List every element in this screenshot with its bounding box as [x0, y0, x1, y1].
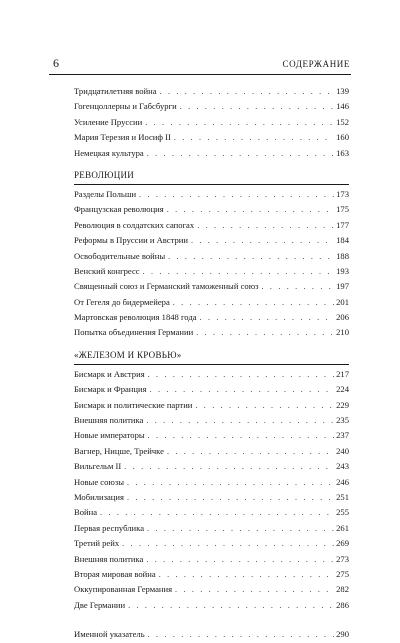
toc-entry-page: 255	[336, 507, 349, 518]
leader-dots	[146, 552, 334, 567]
leader-dots	[191, 233, 334, 248]
toc-entry-title: Попытка объединения Германии	[74, 327, 194, 338]
toc-entry	[74, 490, 349, 505]
toc-group-continued	[74, 84, 349, 161]
leader-dots	[124, 459, 334, 474]
leader-dots	[128, 598, 334, 613]
leader-dots	[196, 325, 334, 340]
toc-entry-title: Война	[74, 507, 98, 518]
toc-entry	[74, 84, 349, 99]
toc-entry	[74, 202, 349, 217]
toc-entry-page: 139	[336, 86, 349, 96]
toc-entry-title: Разделы Польши	[74, 188, 137, 199]
toc-entry-page: 206	[336, 312, 349, 323]
toc-entry-page: 197	[336, 281, 349, 292]
toc-entry-page: 184	[336, 235, 349, 246]
toc-entry-page: 235	[336, 415, 349, 426]
leader-dots	[148, 428, 334, 443]
toc-entry-title: Революция в солдатских сапогах	[74, 219, 195, 230]
toc-entry	[74, 598, 349, 613]
toc-entry-page: 210	[336, 327, 349, 338]
toc-entry-page: 282	[336, 584, 349, 595]
toc-group-iron-and-blood	[74, 367, 349, 613]
leader-dots	[100, 505, 334, 520]
toc-entry-page: 275	[336, 568, 349, 579]
toc-entry-title: Именной указатель	[74, 629, 145, 640]
leader-dots	[147, 521, 334, 536]
toc-entry-page: 251	[336, 491, 349, 502]
toc-entry-title: Мобилизация	[74, 491, 124, 502]
toc-entry	[74, 536, 349, 551]
leader-dots	[175, 582, 334, 597]
toc-entry-title: Бисмарк и Франция	[74, 384, 147, 395]
toc-entry-title: Освободительные войны	[74, 250, 166, 261]
toc-entry-page: 240	[336, 445, 349, 456]
toc-entry	[74, 428, 349, 443]
toc-entry-page: 146	[336, 101, 349, 112]
leader-dots	[200, 310, 335, 325]
leader-dots	[148, 627, 334, 642]
toc-entry	[74, 279, 349, 294]
toc-entry	[74, 264, 349, 279]
toc-entry	[74, 521, 349, 536]
leader-dots	[159, 567, 334, 582]
leader-dots	[168, 249, 334, 264]
leader-dots	[146, 413, 334, 428]
toc-entry-title: Третий рейх	[74, 538, 120, 549]
toc-entry-page: 160	[336, 132, 349, 143]
toc-entry	[74, 459, 349, 474]
toc-entry-index	[74, 627, 349, 642]
toc-entry-page: 273	[336, 553, 349, 564]
toc-entry-title: Новые союзы	[74, 476, 124, 487]
toc-entry-title: Вагнер, Ницше, Трейчке	[74, 445, 164, 456]
toc-entry	[74, 249, 349, 264]
toc-entry	[74, 552, 349, 567]
table-of-contents	[74, 84, 349, 643]
toc-entry-title: Усиление Пруссии	[74, 116, 143, 127]
toc-entry	[74, 582, 349, 597]
toc-entry-page: 173	[336, 188, 349, 199]
toc-entry-page: 290	[336, 629, 349, 640]
toc-entry	[74, 130, 349, 145]
toc-entry	[74, 146, 349, 161]
toc-entry-title: Немецкая культура	[74, 147, 144, 158]
toc-entry-title: От Гегеля до бидермейера	[74, 296, 170, 307]
leader-dots	[143, 264, 335, 279]
toc-entry	[74, 218, 349, 233]
leader-dots	[147, 146, 334, 161]
toc-entry	[74, 505, 349, 520]
leader-dots	[145, 115, 334, 130]
section-rule	[74, 364, 349, 365]
toc-entry-page: 217	[336, 368, 349, 379]
toc-entry-title: Мария Терезия и Иосиф II	[74, 132, 171, 143]
toc-entry-page: 193	[336, 265, 349, 276]
toc-entry	[74, 325, 349, 340]
header-rule	[49, 74, 351, 75]
leader-dots	[173, 295, 334, 310]
toc-entry-title: Тридцатилетняя война	[74, 86, 157, 96]
toc-entry	[74, 367, 349, 382]
toc-entry	[74, 115, 349, 130]
toc-entry-page: 261	[336, 522, 349, 533]
leader-dots	[127, 475, 334, 490]
toc-entry-page: 188	[336, 250, 349, 261]
section-rule	[74, 184, 349, 185]
leader-dots	[197, 218, 334, 233]
leader-dots	[139, 187, 334, 202]
leader-dots	[195, 398, 334, 413]
toc-entry	[74, 413, 349, 428]
section-heading-revolutions: РЕВОЛЮЦИИ	[74, 169, 135, 180]
toc-entry-page: 224	[336, 384, 349, 395]
toc-entry-title: Бисмарк и Австрия	[74, 368, 145, 379]
toc-entry-title: Оккупированная Германия	[74, 584, 173, 595]
toc-entry-title: Бисмарк и политические партии	[74, 399, 193, 410]
toc-entry-page: 286	[336, 599, 349, 610]
toc-entry-title: Венский конгресс	[74, 265, 140, 276]
leader-dots	[174, 130, 334, 145]
toc-group-revolutions	[74, 187, 349, 341]
toc-entry-page: 201	[336, 296, 349, 307]
page-number: 6	[53, 56, 59, 70]
toc-entry-title: Вторая мировая война	[74, 568, 156, 579]
leader-dots	[148, 367, 334, 382]
toc-entry-title: Французская революция	[74, 204, 164, 215]
leader-dots	[160, 84, 335, 99]
toc-entry-title: Новые императоры	[74, 430, 145, 441]
toc-entry-title: Мартовская революция 1848 года	[74, 312, 197, 323]
toc-entry-page: 243	[336, 461, 349, 472]
leader-dots	[262, 279, 335, 294]
toc-entry	[74, 475, 349, 490]
toc-entry-page: 175	[336, 204, 349, 215]
toc-entry-page: 229	[336, 399, 349, 410]
toc-entry	[74, 295, 349, 310]
toc-entry-title: Священный союз и Германский таможенный союз	[74, 281, 259, 292]
leader-dots	[127, 490, 334, 505]
leader-dots	[122, 536, 334, 551]
toc-entry	[74, 187, 349, 202]
toc-entry-page: 163	[336, 147, 349, 158]
toc-entry-title: Внешняя политика	[74, 415, 144, 426]
leader-dots	[150, 382, 335, 397]
running-head: СОДЕРЖАНИЕ	[282, 59, 350, 69]
toc-entry-title: Вильгельм II	[74, 461, 122, 472]
toc-entry	[74, 398, 349, 413]
toc-entry-page: 152	[336, 116, 349, 127]
toc-entry	[74, 99, 349, 114]
spacer	[74, 613, 349, 627]
leader-dots	[167, 444, 334, 459]
toc-entry-title: Гогенцоллерны и Габсбурги	[74, 101, 177, 112]
toc-entry	[74, 567, 349, 582]
toc-entry-title: Первая республика	[74, 522, 145, 533]
toc-entry	[74, 310, 349, 325]
toc-entry-title: Две Германии	[74, 599, 126, 610]
toc-entry-page: 177	[336, 219, 349, 230]
toc-entry-title: Реформы в Пруссии и Австрии	[74, 235, 188, 246]
toc-entry	[74, 233, 349, 248]
toc-entry	[74, 444, 349, 459]
toc-entry-page: 246	[336, 476, 349, 487]
toc-entry-page: 269	[336, 538, 349, 549]
leader-dots	[167, 202, 334, 217]
toc-entry-title: Внешняя политика	[74, 553, 144, 564]
leader-dots	[180, 99, 334, 114]
toc-entry	[74, 382, 349, 397]
section-heading-iron-and-blood: «ЖЕЛЕЗОМ И КРОВЬЮ»	[74, 349, 182, 360]
toc-entry-page: 237	[336, 430, 349, 441]
